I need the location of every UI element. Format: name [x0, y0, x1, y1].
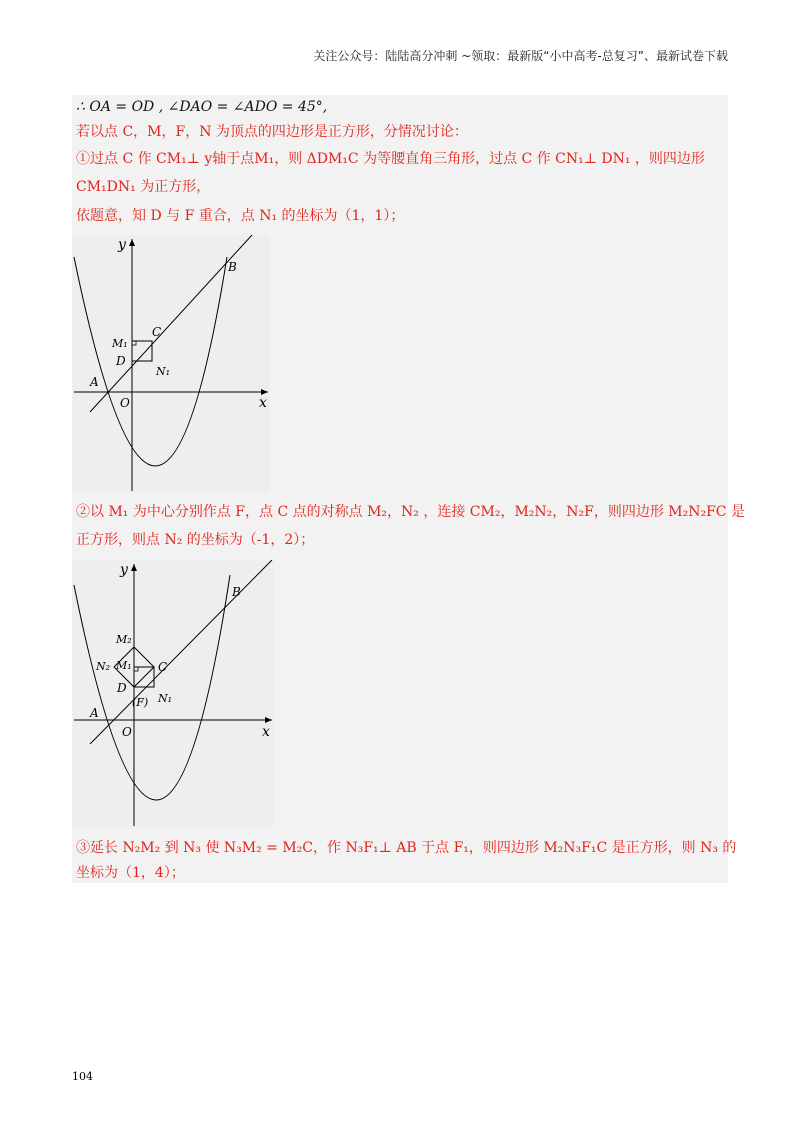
fig1-label-C: C — [152, 325, 162, 339]
line-3: ①过点 C 作 CM₁⊥ y轴于点M₁，则 ΔDM₁C 为等腰直角三角形，过点 C 作 CN₁⊥ DN₁ ，则四边形 — [76, 151, 705, 167]
page-header: 关注公众号：陆陆高分冲刺 ~领取：最新版“小中高考-总复习”、最新试卷下载 — [313, 49, 728, 63]
figure-1-graph — [72, 235, 270, 493]
line-5: 依题意，知 D 与 F 重合，点 N₁ 的坐标为（1，1）； — [76, 208, 405, 224]
fig2-label-B: B — [232, 585, 241, 599]
line-8: ③延长 N₂M₂ 到 N₃ 使 N₃M₂ = M₂C，作 N₃F₁⊥ AB 于点 F₁，则四边形 M₂N₃F₁C 是正方形，则 N₃ 的 — [76, 840, 737, 856]
line-1: ∴ OA = OD , ∠DAO = ∠ADO = 45°, — [76, 99, 328, 115]
line-2: 若以点 C，M，F，N 为顶点的四边形是正方形，分情况讨论： — [76, 124, 468, 140]
fig1-label-M1: M₁ — [112, 337, 128, 350]
fig1-label-y: y — [118, 237, 126, 253]
fig1-label-N1: N₁ — [156, 365, 171, 378]
line-7: 正方形，则点 N₂ 的坐标为（-1，2）； — [76, 532, 315, 548]
line-9: 坐标为（1，4）； — [76, 865, 185, 881]
fig2-label-O: O — [122, 725, 132, 739]
fig1-label-O: O — [120, 396, 130, 410]
fig2-label-x: x — [262, 724, 270, 740]
fig2-label-A: A — [90, 706, 99, 720]
fig1-label-B: B — [228, 260, 237, 274]
fig1-label-A: A — [90, 375, 99, 389]
figure-1 — [72, 235, 270, 493]
fig2-label-D: D — [117, 681, 127, 695]
figure-2 — [72, 560, 274, 828]
line-4: CM₁DN₁ 为正方形， — [76, 179, 211, 195]
fig2-label-M2: M₂ — [116, 633, 132, 646]
figure-2-graph — [72, 560, 274, 828]
solution-block — [72, 95, 745, 883]
fig1-label-D: D — [116, 354, 126, 368]
fig2-label-C: C — [158, 660, 168, 674]
page-number: 104 — [72, 1070, 93, 1083]
fig1-label-x: x — [259, 395, 267, 411]
fig2-label-y: y — [120, 562, 128, 578]
fig2-label-M1: M₁ — [116, 659, 132, 672]
fig2-label-N2: N₂ — [96, 660, 111, 673]
fig2-label-N1: N₁ — [158, 692, 173, 705]
line-6: ②以 M₁ 为中心分别作点 F，点 C 点的对称点 M₂，N₂ ，连接 CM₂，M₂N₂，N₂F，则四边形 M₂N₂FC 是 — [76, 504, 745, 520]
fig2-label-F: (F) — [132, 696, 149, 709]
